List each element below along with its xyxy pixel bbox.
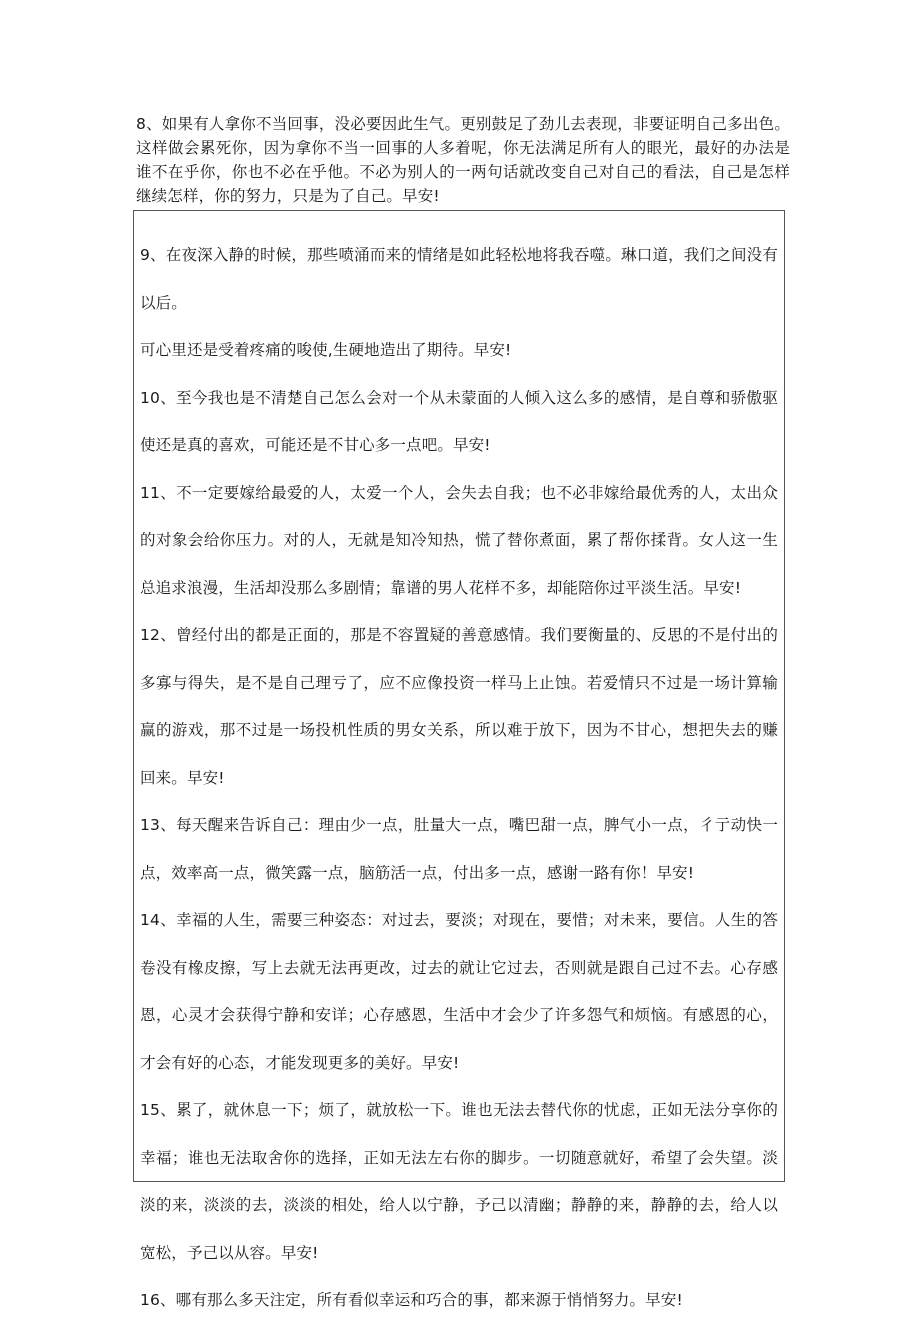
bordered-text-box <box>133 210 785 1309</box>
paragraph-12: 12、曾经付出的都是正面的，那是不容置疑的善意感情。我们要衡量的、反思的不是付出的多寡与得失，是不是自己理亏了，应不应像投资一样马上止蚀。若爱情只不过是一场计算输赢的游戏，那不过是一场投机性质的男女关系，所以难于放下，因为不甘心，想把失去的赚回来。早安! <box>140 626 778 787</box>
paragraph-13: 13、每天醒来告诉自己：理由少一点，肚量大一点，嘴巴甜一点，脾气小一点，彳亍动快一点，效率高一点，微笑露一点，脑筋活一点，付出多一点，感谢一路有你！早安! <box>140 816 778 882</box>
paragraph-9: 9、在夜深入静的时候，那些喷涌而来的情绪是如此轻松地将我吞噬。琳口道，我们之间没有以后。 <box>140 246 778 312</box>
paragraph-16: 16、哪有那么多天注定，所有看似幸运和巧合的事，都来源于悄悄努力。早安! <box>140 1291 683 1309</box>
paragraph-9-continued: 可心里还是受着疼痛的唆使,生硬地造出了期待。早安! <box>140 341 512 359</box>
paragraph-10: 10、至今我也是不清楚自己怎么会对一个从未蒙面的人倾入这么多的感情，是自尊和骄傲驱使还是真的喜欢，可能还是不甘心多一点吧。早安! <box>140 388 778 454</box>
paragraph-11: 11、不一定要嫁给最爱的人，太爱一个人，会失去自我；也不必非嫁给最优秀的人，太出众的对象会给你压力。对的人，无就是知冷知热，慌了替你煮面，累了帮你揉背。女人这一生总追求浪漫，生活却没那么多剧情；靠谱的男人花样不多，却能陪你过平淡生活。早安! <box>140 483 778 597</box>
paragraph-14: 14、幸福的人生，需要三种姿态：对过去，要淡；对现在，要惜；对未来，要信。人生的答卷没有橡皮擦，写上去就无法再更改，过去的就让它过去，否则就是跟自己过不去。心存感恩，心灵才会获得宁静和安详；心存感恩，生活中才会少了许多怨气和烦恼。有感恩的心，才会有好的心态，才能发现更多的美好。早安! <box>140 911 778 1072</box>
paragraph-8: 8、如果有人拿你不当回事，没必要因此生气。更别鼓足了劲儿去表现，非要证明自己多出色。这样做会累死你，因为拿你不当一回事的人多着呢，你无法满足所有人的眼光，最好的办法是谁不在乎你，你也不必在乎他。不必为别人的一两句话就改变自己对自己的看法，自己是怎样继续怎样，你的努力，只是为了自己。早安! <box>136 115 790 205</box>
paragraph-15: 15、累了，就休息一下；烦了，就放松一下。谁也无法去替代你的忧虑，正如无法分享你的幸福；谁也无法取舍你的选择，正如无法左右你的脚步。一切随意就好，希望了会失望。淡淡的来，淡淡的去，淡淡的相处，给人以宁静，予己以清幽；静静的来，静静的去，给人以宽松，予己以从容。早安! <box>140 1101 778 1262</box>
